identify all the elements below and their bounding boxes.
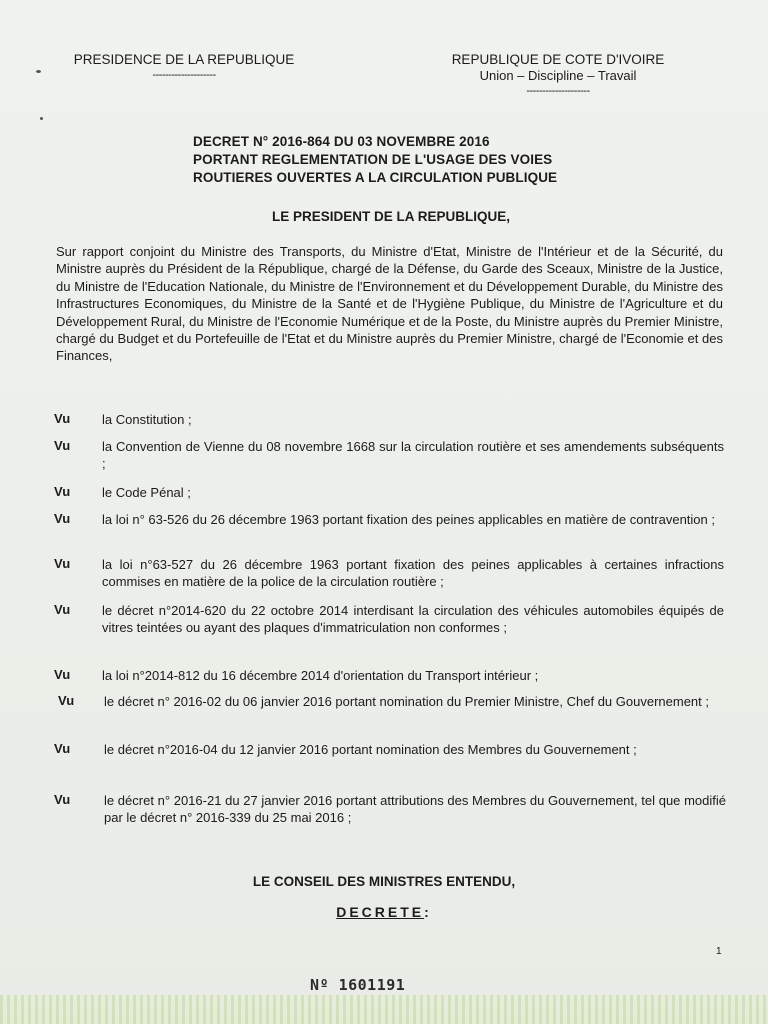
decree-title-line: ROUTIERES OUVERTES A LA CIRCULATION PUBLIQUE bbox=[193, 170, 558, 185]
header-left bbox=[50, 52, 318, 82]
decrete-word: DECRETE bbox=[336, 904, 425, 920]
scan-speck bbox=[40, 117, 43, 120]
vu-label: Vu bbox=[54, 438, 71, 453]
scan-speck bbox=[36, 70, 41, 73]
vu-text: la loi n° 63-526 du 26 décembre 1963 portant fixation des peines applicables en matière de contravention ; bbox=[102, 512, 715, 527]
presidence-title: PRESIDENCE DE LA REPUBLIQUE bbox=[73, 52, 295, 67]
decree-title bbox=[193, 133, 557, 187]
vu-label: Vu bbox=[54, 792, 71, 807]
decrete-heading bbox=[0, 904, 768, 920]
vu-text: le décret n° 2016-21 du 27 janvier 2016 portant attributions des Membres du Gouvernement, tel que modifié par le décret n° 2016-339 du 25 mai 2016 ; bbox=[104, 793, 726, 826]
vu-text: le décret n°2014-620 du 22 octobre 2014 interdisant la circulation des véhicules automobiles équipés de vitres teintées ou ayant des plaques d'immatriculation non conformes ; bbox=[102, 603, 724, 636]
vu-text: la loi n°63-527 du 26 décembre 1963 portant fixation des peines applicables à certaines infractions commises en matière de la police de la circulation routière ; bbox=[102, 557, 724, 590]
decree-title-line: DECRET N° 2016-864 DU 03 NOVEMBRE 2016 bbox=[193, 134, 490, 149]
vu-label: Vu bbox=[54, 484, 71, 499]
decree-title-line: PORTANT REGLEMENTATION DE L'USAGE DES VOIES bbox=[193, 152, 553, 167]
conseil-heading: LE CONSEIL DES MINISTRES ENTENDU, bbox=[252, 874, 516, 889]
vu-label: Vu bbox=[58, 693, 75, 708]
president-heading: LE PRESIDENT DE LA REPUBLIQUE, bbox=[271, 209, 511, 224]
security-paper-band bbox=[0, 995, 768, 1024]
vu-text: le Code Pénal ; bbox=[102, 485, 191, 500]
vu-label: Vu bbox=[54, 741, 71, 756]
vu-text: la Convention de Vienne du 08 novembre 1668 sur la circulation routière et ses amendements subséquents ; bbox=[102, 439, 724, 472]
header-right-divider: -------------------- bbox=[526, 85, 590, 97]
decrete-colon: : bbox=[424, 904, 432, 920]
vu-text: la loi n°2014-812 du 16 décembre 2014 d'orientation du Transport intérieur ; bbox=[102, 668, 539, 683]
vu-label: Vu bbox=[54, 556, 71, 571]
vu-text: le décret n° 2016-02 du 06 janvier 2016 portant nomination du Premier Ministre, Chef du Gouvernement ; bbox=[104, 694, 709, 709]
serial-number: Nº 1601191 bbox=[310, 976, 406, 994]
vu-label: Vu bbox=[54, 602, 71, 617]
vu-label: Vu bbox=[54, 411, 71, 426]
page-number: 1 bbox=[716, 946, 722, 957]
vu-label: Vu bbox=[54, 667, 71, 682]
header-left-divider: -------------------- bbox=[152, 69, 216, 81]
intro-paragraph: Sur rapport conjoint du Ministre des Transports, du Ministre d'Etat, Ministre de l'Intérieur et de la Sécurité, du Ministre auprès du Président de la République, chargé de la Défense, du Garde des Sceaux, Ministre de la Justice, du Ministre de l'Education Nationale, du Ministre de l'Environnement et du Développement Durable, du Ministre des Infrastructures Economiques, du Ministre de la Santé et de l'Hygiène Publique, du Ministre de l'Agriculture et du Développement Rural, du Ministre de l'Economie Numérique et de la Poste, du Ministre auprès du Premier Ministre, chargé du Budget et du Portefeuille de l'Etat et du Ministre auprès du Premier Ministre, chargé de l'Economie et des Finances, bbox=[56, 244, 723, 364]
national-motto: Union – Discipline – Travail bbox=[479, 68, 637, 83]
header-right bbox=[420, 52, 696, 98]
vu-text: le décret n°2016-04 du 12 janvier 2016 portant nomination des Membres du Gouvernement ; bbox=[104, 742, 637, 757]
vu-text: la Constitution ; bbox=[102, 412, 192, 427]
republique-title: REPUBLIQUE DE COTE D'IVOIRE bbox=[451, 52, 665, 67]
vu-label: Vu bbox=[54, 511, 71, 526]
